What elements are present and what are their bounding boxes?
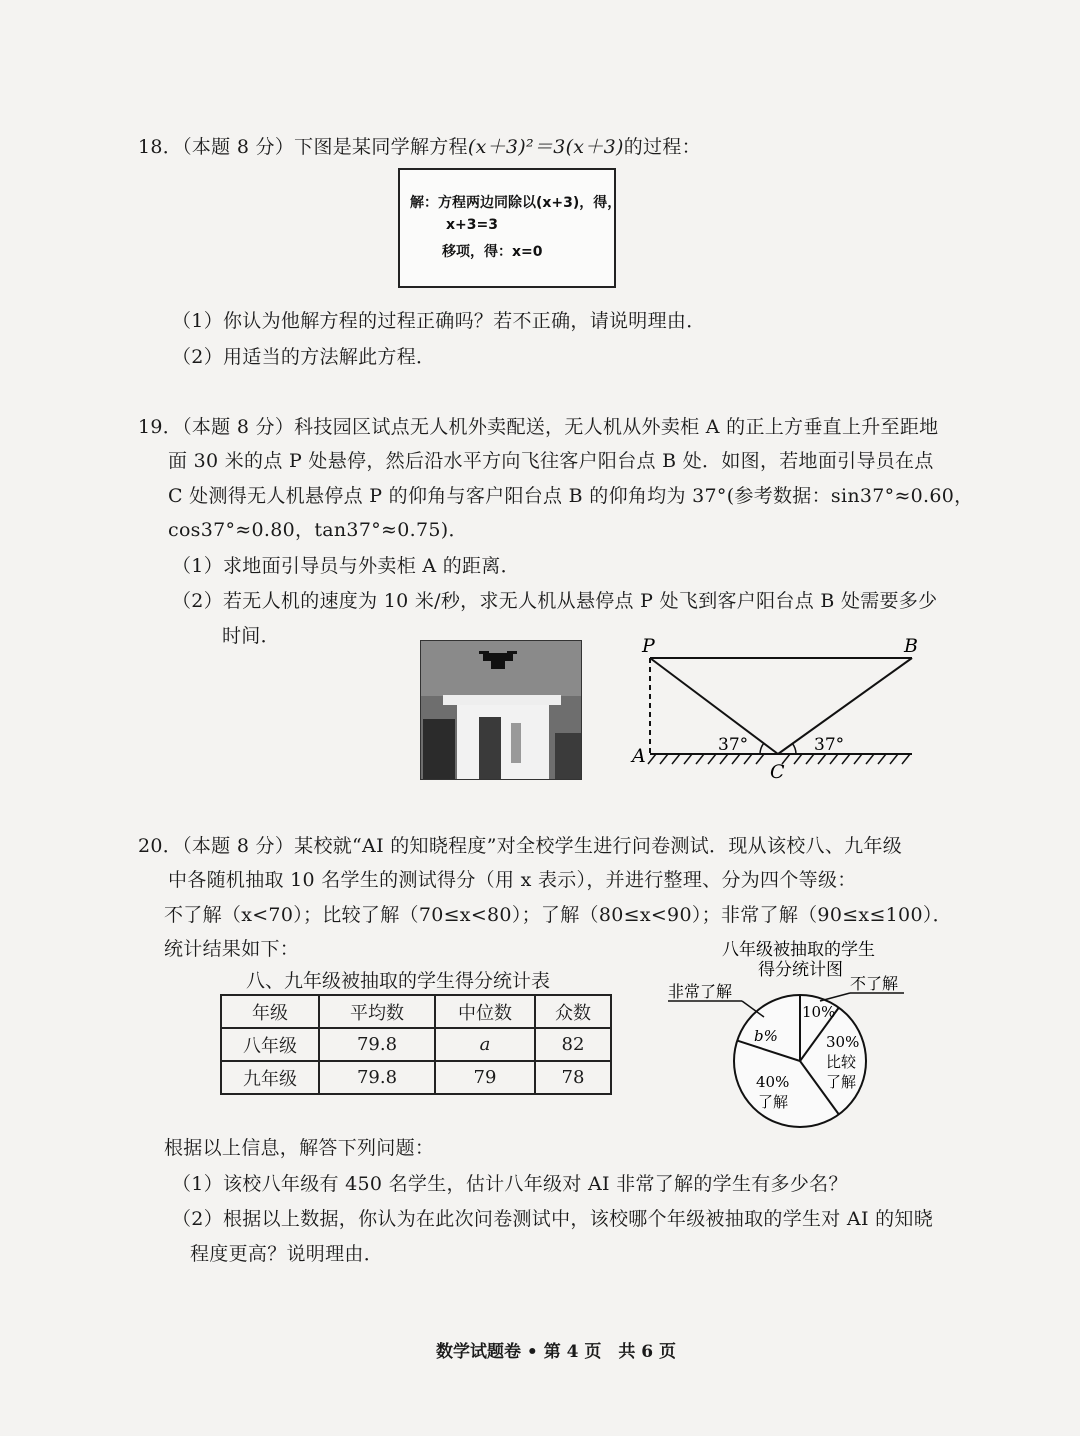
handwritten-solution-box <box>398 168 622 288</box>
q20-sub1: （1）该校八年级有 450 名学生，估计八年级对 AI 非常了解的学生有多少名？ <box>172 1173 848 1195</box>
line-pc <box>650 658 778 754</box>
pie-txt-compare-2: 了解 <box>826 1073 857 1091</box>
q19-sub2-line-1: （2）若无人机的速度为 10 米/秒，求无人机从悬停点 P 处飞到客户阳台点 B 处需要多少 <box>172 590 938 612</box>
label-c: C <box>770 761 785 783</box>
q20-sub2-line-1: （2）根据以上数据，你认为在此次问卷测试中，该校哪个年级被抽取的学生对 AI 的知晓 <box>172 1208 933 1230</box>
q18-sub2: （2）用适当的方法解此方程． <box>172 346 436 368</box>
table-header-cell: 中位数 <box>435 995 535 1028</box>
q19-line-2: 面 30 米的点 P 处悬停，然后沿水平方向飞往客户阳台点 B 处．如图，若地面引导员在点 <box>168 450 934 472</box>
table-cell: 79 <box>435 1061 535 1094</box>
table-header-cell: 年级 <box>221 995 319 1028</box>
q19-sub2-line-2: 时间． <box>222 625 280 647</box>
pie-pct-not: 10% <box>802 1003 836 1021</box>
q20-intro: 根据以上信息，解答下列问题： <box>164 1137 435 1159</box>
table-cell: 九年级 <box>221 1061 319 1094</box>
pie-title-2: 得分统计图 <box>758 960 843 980</box>
table-header-cell: 平均数 <box>319 995 435 1028</box>
q18-equation: (x＋3)²＝3(x＋3) <box>467 136 624 158</box>
drone-photo <box>420 640 582 780</box>
label-p: P <box>642 635 655 657</box>
table-cell: 82 <box>535 1028 611 1061</box>
table-title: 八、九年级被抽取的学生得分统计表 <box>246 970 551 992</box>
table-cell: 78 <box>535 1061 611 1094</box>
q19-line-3: C 处测得无人机悬停点 P 的仰角与客户阳台点 B 的仰角均为 37°(参考数据：sin37°≈0.60， <box>168 485 974 507</box>
callout-leader-not <box>820 993 850 1001</box>
table-header-cell: 众数 <box>535 995 611 1028</box>
pie-txt-know: 了解 <box>758 1093 789 1111</box>
line-bc <box>778 658 912 754</box>
angle-label-left: 37° <box>718 735 749 755</box>
pie-pct-very: b% <box>754 1027 778 1045</box>
q20-line-3: 不了解（x<70）；比较了解（70≤x<80）；了解（80≤x<90）；非常了解（90≤x≤100）． <box>164 904 952 926</box>
pie-chart <box>660 935 920 1135</box>
table-cell: a <box>435 1028 535 1061</box>
pie-label-very: 非常了解 <box>668 982 733 1001</box>
handwriting-line-2: x+3=3 <box>446 217 498 233</box>
q20-line-2: 中各随机抽取 10 名学生的测试得分（用 x 表示），并进行整理、分为四个等级： <box>168 869 857 891</box>
handwriting-line-1: 解：方程两边同除以(x+3)，得， <box>410 195 622 211</box>
q19-sub1: （1）求地面引导员与外卖柜 A 的距离． <box>172 555 520 577</box>
label-a: A <box>632 745 646 767</box>
page-footer: 数学试题卷 • 第 4 页 共 6 页 <box>436 1342 677 1362</box>
handwriting-line-3: 移项，得：x=0 <box>442 244 543 260</box>
q18-sub1: （1）你认为他解方程的过程正确吗？若不正确，请说明理由． <box>172 310 706 332</box>
q19-line-4: cos37°≈0.80，tan37°≈0.75)． <box>168 519 468 541</box>
score-stats-table <box>220 994 612 1095</box>
q20-line-1: 20．（本题 8 分）某校就“AI 的知晓程度”对全校学生进行问卷测试．现从该校八、九年级 <box>138 835 903 857</box>
label-b: B <box>904 635 918 657</box>
q18-header-tail: 的过程： <box>623 136 701 158</box>
table-cell: 79.8 <box>319 1061 435 1094</box>
table-header-row <box>221 995 611 1028</box>
angle-label-right: 37° <box>814 735 845 755</box>
table-row <box>221 1061 611 1094</box>
pie-label-not: 不了解 <box>850 974 899 993</box>
pie-pct-know: 40% <box>756 1073 790 1091</box>
q20-line-4: 统计结果如下： <box>164 938 300 960</box>
q20-sub2-line-2: 程度更高？说明理由． <box>190 1243 384 1265</box>
pie-title-1: 八年级被抽取的学生 <box>722 940 875 960</box>
geometry-diagram <box>620 630 930 790</box>
angle-arc-left <box>760 743 764 754</box>
q19-line-1: 19．（本题 8 分）科技园区试点无人机外卖配送，无人机从外卖柜 A 的正上方垂直上升至距地 <box>138 416 939 438</box>
q18-header-text: 18．（本题 8 分）下图是某同学解方程 <box>138 136 468 158</box>
pie-txt-compare-1: 比较 <box>826 1053 857 1071</box>
table-cell: 八年级 <box>221 1028 319 1061</box>
pie-pct-compare: 30% <box>826 1033 860 1051</box>
table-row <box>221 1028 611 1061</box>
angle-arc-right <box>792 743 796 754</box>
table-cell: 79.8 <box>319 1028 435 1061</box>
q18-header <box>138 132 701 159</box>
